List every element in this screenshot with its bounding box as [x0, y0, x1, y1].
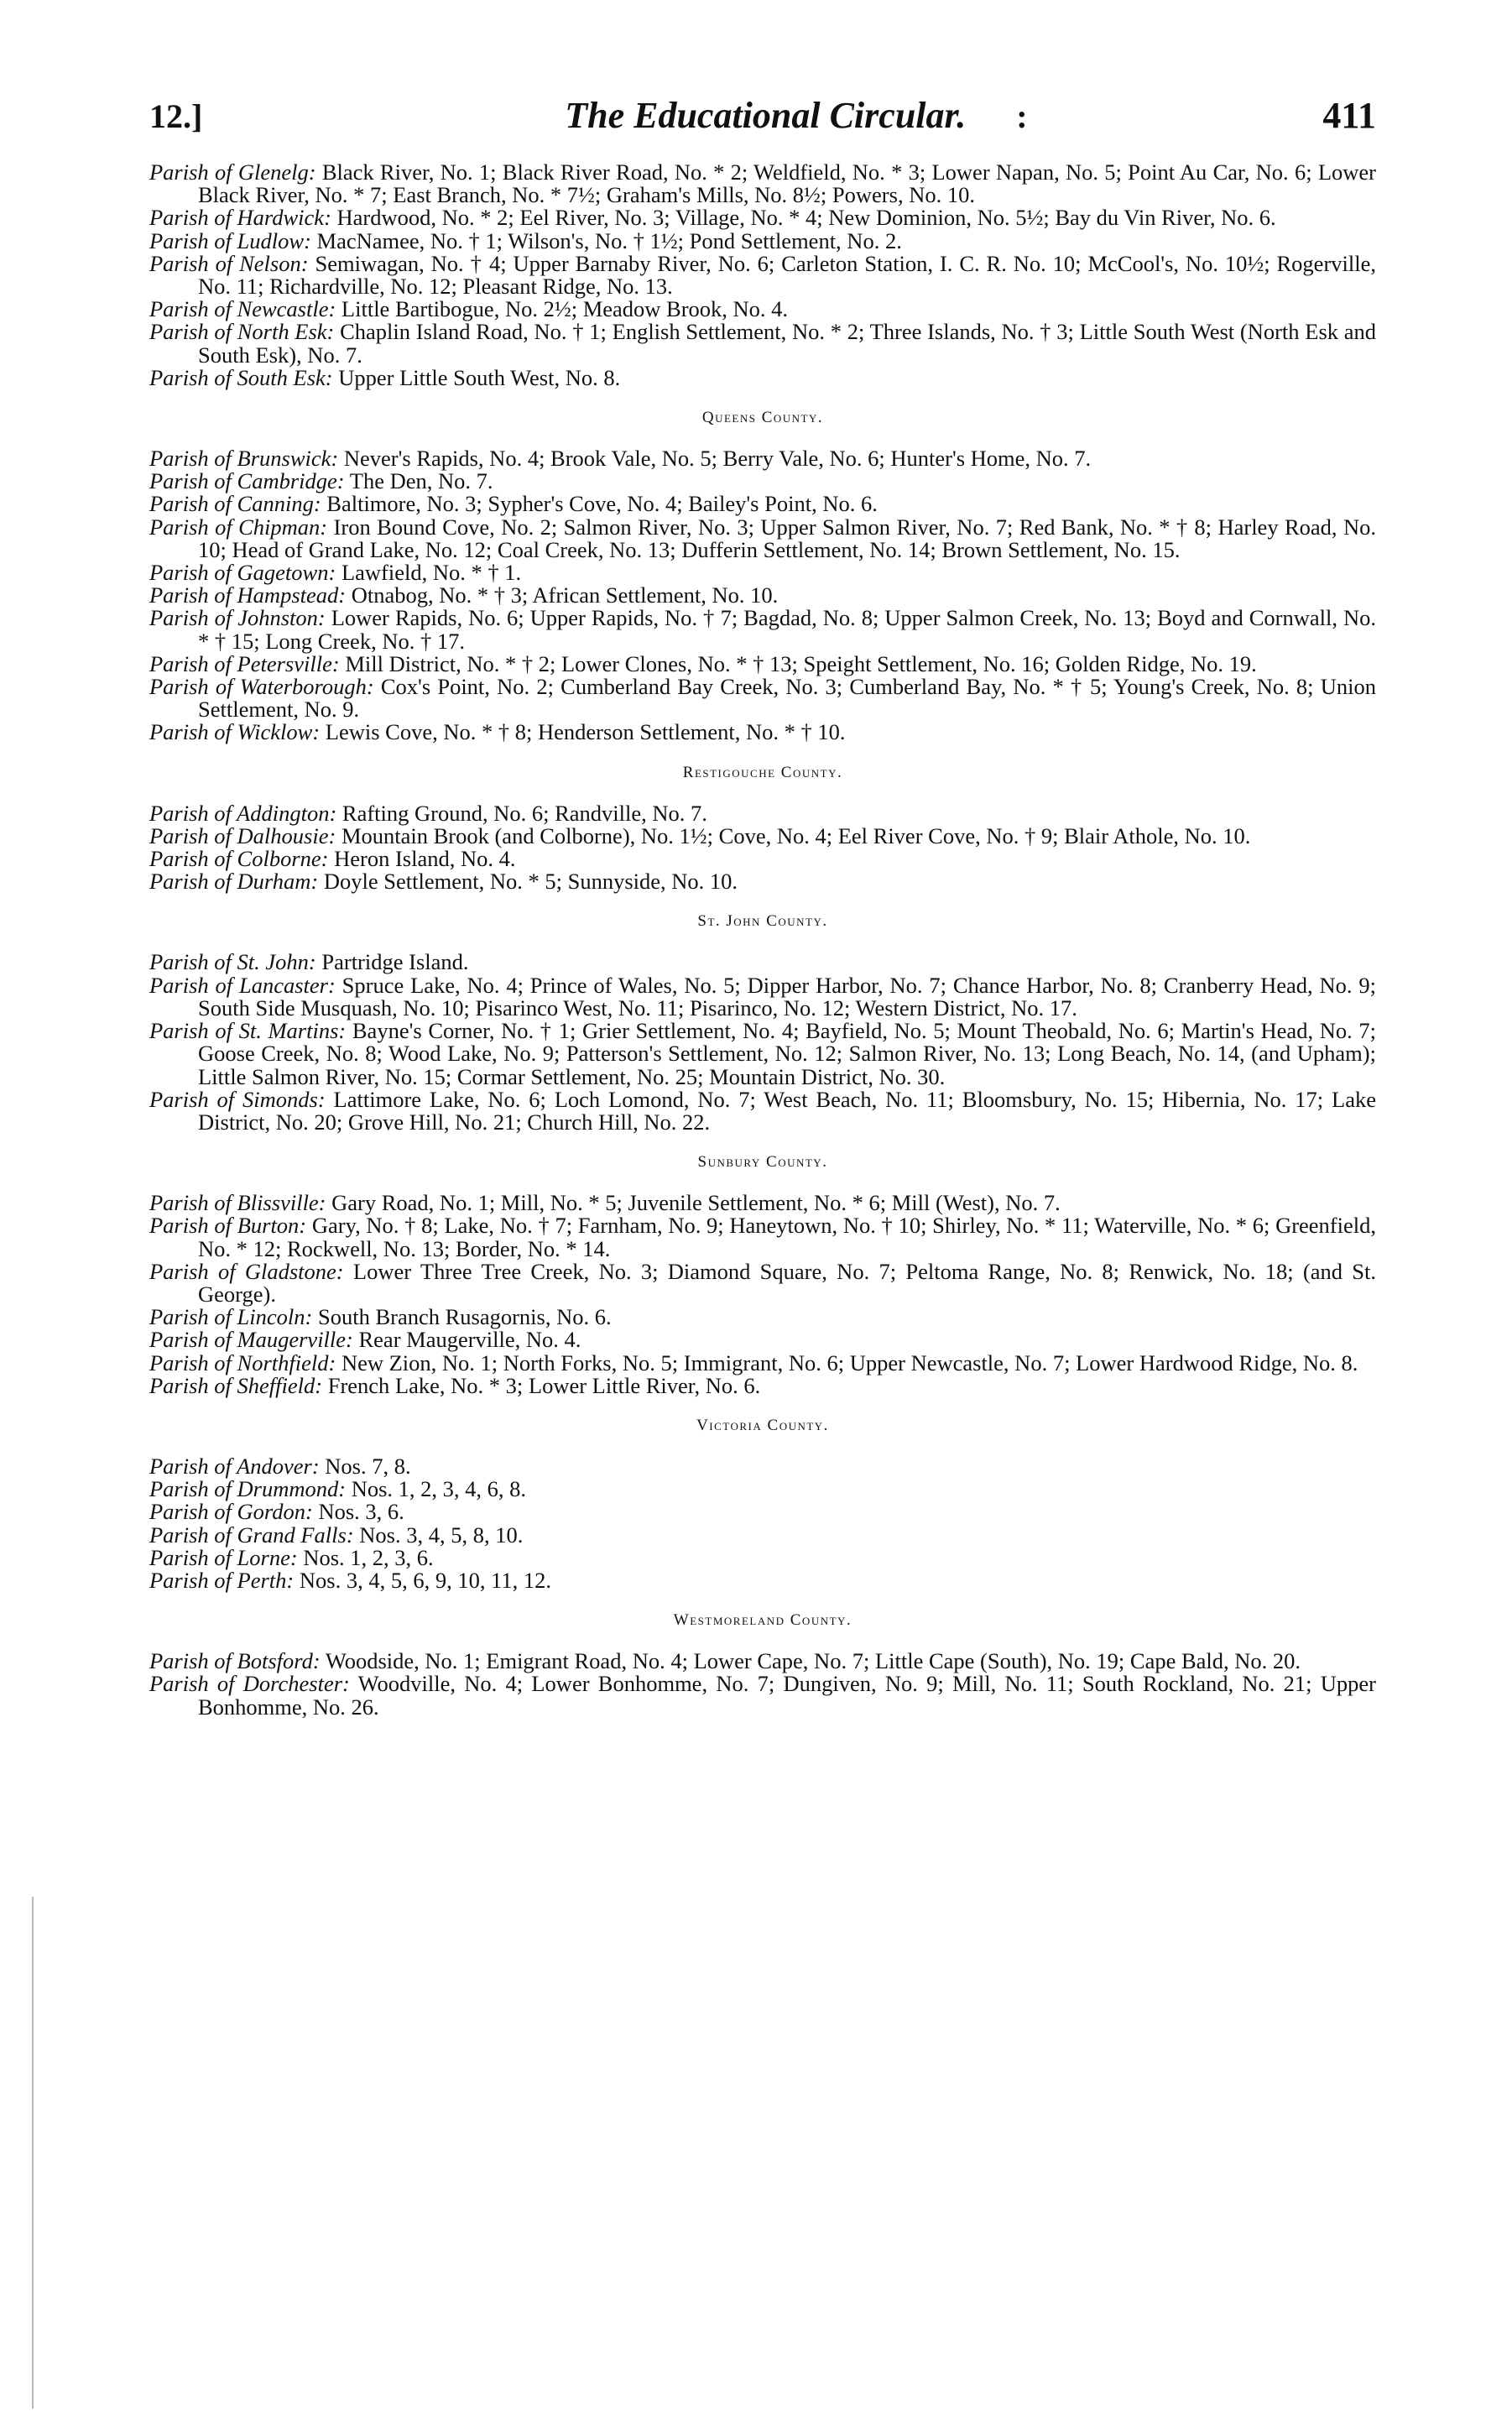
parish-name: Parish of Wicklow: [149, 719, 321, 745]
parish-entry [149, 1088, 1376, 1134]
parish-entry [149, 364, 1376, 390]
parish-name: Parish of Dorchester: [149, 1671, 350, 1697]
issue-number: 12.] [149, 97, 203, 135]
parish-entry [149, 822, 1376, 848]
school-districts: Partridge Island. [315, 949, 469, 975]
parish-entry [149, 676, 1376, 721]
school-districts: Woodside, No. 1; Emigrant Road, No. 4; Lower Cape, No. 7; Little Cape (South), No. 19; Cape Bald, No. 20. [320, 1648, 1301, 1674]
parish-entry [149, 1650, 1376, 1673]
parish-entry [149, 584, 1376, 607]
parish-entry [149, 1214, 1376, 1260]
school-districts: Nos. 7, 8. [319, 1453, 411, 1479]
parish-name: Parish of Simonds: [149, 1086, 326, 1112]
parish-entry [149, 1673, 1376, 1718]
parish-entry [149, 1328, 1376, 1351]
school-districts: New Zion, No. 1; North Forks, No. 5; Immigrant, No. 6; Upper Newcastle, No. 7; Lower Hardwood Ridge, No. 8. [336, 1349, 1358, 1375]
school-districts: Lower Three Tree Creek, No. 3; Diamond Square, No. 7; Peltoma Range, No. 8; Renwick, No. 18; (and St. George). [198, 1258, 1377, 1307]
parish-entry [149, 870, 1376, 893]
parish-name: Parish of Andover: [149, 1453, 320, 1479]
parish-entry [149, 1258, 1377, 1307]
parish-entry [149, 1349, 1376, 1375]
parish-name: Parish of Grand Falls: [149, 1522, 354, 1548]
school-districts: Doyle Settlement, No. * 5; Sunnyside, No. 10. [318, 869, 738, 895]
school-districts: Chaplin Island Road, No. † 1; English Settlement, No. * 2; Three Islands, No. † 3; Little South West (North Esk and South Esk), No. 7. [198, 319, 1376, 368]
school-districts: Mountain Brook (and Colborne), No. 1½; Cove, No. 4; Eel River Cove, No. † 9; Blair Athole, No. 10. [336, 822, 1251, 848]
school-districts: Little Bartibogue, No. 2½; Meadow Brook, No. 4. [336, 296, 789, 322]
school-districts: Semiwagan, No. † 4; Upper Barnaby River, No. 6; Carleton Station, I. C. R. No. 10; McCool's, No. 10½; Rogerville, No. 11; Richardville, No. 12; Pleasant Ridge, No. 13. [198, 250, 1376, 300]
parish-name: Parish of St. Martins: [149, 1018, 347, 1044]
school-districts: Nos. 3, 4, 5, 8, 10. [353, 1522, 524, 1548]
school-districts: Mill District, No. * † 2; Lower Clones, No. * † 13; Speight Settlement, No. 16; Golden Ridge, No. 19. [339, 650, 1257, 676]
parish-name: Parish of Petersville: [149, 650, 340, 676]
school-districts: Rear Maugerville, No. 4. [352, 1327, 581, 1353]
parish-name: Parish of Drummond: [149, 1476, 347, 1502]
school-districts: Gary Road, No. 1; Mill, No. * 5; Juvenile Settlement, No. * 6; Mill (West), No. 7. [326, 1190, 1061, 1216]
parish-name: Parish of Ludlow: [149, 227, 311, 253]
parish-entry [149, 250, 1376, 300]
parish-name: Parish of Lincoln: [149, 1304, 313, 1330]
page [149, 94, 1376, 1719]
parish-entry [149, 1455, 1376, 1478]
parish-name: Parish of Northfield: [149, 1349, 336, 1375]
parish-entry [149, 1544, 1376, 1570]
county-heading: Sunbury County. [697, 1153, 828, 1172]
school-districts: Rafting Ground, No. 6; Randville, No. 7. [336, 800, 707, 826]
county-heading: Restigouche County. [682, 763, 843, 781]
parish-entry [149, 206, 1376, 229]
county-heading: Queens County. [701, 409, 824, 427]
parish-entry [149, 298, 1376, 321]
school-districts: Baltimore, No. 3; Sypher's Cove, No. 4; Bailey's Point, No. 6. [321, 491, 878, 517]
parish-name: Parish of Hampstead: [149, 582, 347, 608]
parish-entry [149, 607, 1376, 652]
parish-name: Parish of Cambridge: [149, 468, 345, 494]
parish-entry [149, 1501, 1376, 1523]
parish-entry [149, 447, 1376, 470]
parish-name: Parish of St. John: [149, 949, 316, 975]
parish-name: Parish of Glenelg: [149, 159, 316, 185]
parish-name: Parish of Botsford: [149, 1648, 321, 1674]
parish-entry [149, 493, 1376, 515]
parish-entry [149, 974, 1376, 1020]
parish-name: Parish of Lorne: [149, 1544, 298, 1570]
school-districts: MacNamee, No. † 1; Wilson's, No. † 1½; Pond Settlement, No. 2. [310, 227, 902, 253]
parish-name: Parish of Newcastle: [149, 296, 336, 322]
school-districts: Lattimore Lake, No. 6; Loch Lomond, No. 7; West Beach, No. 11; Bloomsbury, No. 15; Hibernia, No. 17; Lake District, No. 20; Grove Hill, No. 21; Church Hill, No. 22. [198, 1086, 1376, 1135]
journal-title: The Educational Circular. [565, 95, 967, 136]
parish-name: Parish of Maugerville: [149, 1327, 353, 1353]
parish-entry [149, 516, 1376, 561]
parish-name: Parish of Canning: [149, 491, 321, 517]
parish-name: Parish of Sheffield: [149, 1372, 323, 1398]
parish-name: Parish of North Esk: [149, 319, 335, 345]
parish-entry [149, 1192, 1376, 1214]
parish-name: Parish of Waterborough: [149, 674, 374, 700]
parish-name: Parish of Nelson: [149, 250, 309, 276]
school-districts: Lower Rapids, No. 6; Upper Rapids, No. † 7; Bagdad, No. 8; Upper Salmon Creek, No. 13; Boyd and Cornwall, No. * † 15; Long Creek, No. † 17. [198, 605, 1376, 654]
county-heading: St. John County. [697, 912, 828, 931]
county-heading: Westmoreland County. [673, 1611, 852, 1630]
school-districts: Nos. 1, 2, 3, 4, 6, 8. [346, 1476, 527, 1502]
parish-name: Parish of South Esk: [149, 364, 333, 390]
school-districts: Gary, No. † 8; Lake, No. † 7; Farnham, No. 9; Haneytown, No. † 10; Shirley, No. * 11; Waterville, No. * 6; Greenfield, No. * 12; Rockwell, No. 13; Border, No. * 14. [198, 1213, 1376, 1261]
school-districts: Nos. 1, 2, 3, 6. [297, 1544, 434, 1570]
page-number: 411 [1322, 95, 1376, 136]
margin-rule [32, 1897, 34, 2409]
school-districts: Lawfield, No. * † 1. [336, 560, 522, 586]
parish-entry [149, 470, 1376, 493]
parish-name: Parish of Durham: [149, 869, 319, 895]
parish-name: Parish of Hardwick: [149, 205, 331, 231]
parish-name: Parish of Dalhousie: [149, 822, 336, 848]
parish-name: Parish of Lancaster: [149, 972, 336, 998]
parish-entry [149, 1372, 1376, 1398]
school-districts: Spruce Lake, No. 4; Prince of Wales, No. 5; Dipper Harbor, No. 7; Chance Harbor, No. 8; Cranberry Head, No. 9; South Side Musquash, No. 10; Pisarinco West, No. 11; Pisarinco, No. 12; Western District, No. 17. [198, 972, 1376, 1020]
parish-entry [149, 650, 1376, 676]
parish-entry [149, 951, 1376, 973]
parish-name: Parish of Blissville: [149, 1190, 326, 1216]
parish-name: Parish of Addington: [149, 800, 337, 826]
school-districts: Nos. 3, 4, 5, 6, 9, 10, 11, 12. [294, 1567, 551, 1593]
parish-name: Parish of Perth: [149, 1567, 295, 1593]
parish-entry [149, 802, 1376, 825]
header-center [498, 94, 1027, 137]
parish-entry [149, 1524, 1376, 1547]
school-districts: Bayne's Corner, No. † 1; Grier Settlement, No. 4; Bayfield, No. 5; Mount Theobald, No. 6; Martin's Head, No. 7; Goose Creek, No. 8; Wood Lake, No. 9; Patterson's Settlement, No. 12; Salmon River, No. 13; Long Beach, No. 14, (and Upham); Little Salmon River, No. 15; Cormar Settlement, No. 25; Mountain District, No. 30. [198, 1018, 1376, 1089]
parish-name: Parish of Chipman: [149, 514, 328, 540]
parish-name: Parish of Brunswick: [149, 446, 339, 472]
parish-entry [149, 1306, 1376, 1328]
school-districts: Iron Bound Cove, No. 2; Salmon River, No. 3; Upper Salmon River, No. 7; Red Bank, No. * † 8; Harley Road, No. 10; Head of Grand Lake, No. 12; Coal Creek, No. 13; Dufferin Settlement, No. 14; Brown Settlement, No. 15. [198, 514, 1376, 562]
school-districts: French Lake, No. * 3; Lower Little River, No. 6. [322, 1372, 761, 1398]
school-districts: Nos. 3, 6. [312, 1499, 404, 1525]
parish-entry [149, 227, 1376, 253]
school-districts: Black River, No. 1; Black River Road, No. * 2; Weldfield, No. * 3; Lower Napan, No. 5; Point Au Car, No. 6; Lower Black River, No. * 7; East Branch, No. * 7½; Graham's Mills, No. 8½; Powers, No. 10. [198, 159, 1377, 208]
parish-entry [149, 561, 1376, 584]
parish-name: Parish of Gordon: [149, 1499, 313, 1525]
running-header [149, 94, 1376, 153]
parish-entry [149, 321, 1376, 366]
parish-name: Parish of Johnston: [149, 605, 326, 631]
school-districts: Hardwood, No. * 2; Eel River, No. 3; Village, No. * 4; New Dominion, No. 5½; Bay du Vin River, No. 6. [331, 205, 1276, 231]
school-districts: Otnabog, No. * † 3; African Settlement, No. 10. [346, 582, 779, 608]
parish-name: Parish of Gagetown: [149, 560, 336, 586]
header-mark: : [1016, 97, 1028, 135]
parish-entry [149, 1569, 1376, 1592]
school-districts: The Den, No. 7. [344, 468, 493, 494]
school-districts: South Branch Rusagornis, No. 6. [312, 1304, 612, 1330]
parish-entry [149, 848, 1376, 870]
school-districts: Cox's Point, No. 2; Cumberland Bay Creek, No. 3; Cumberland Bay, No. * † 5; Young's Creek, No. 8; Union Settlement, No. 9. [198, 674, 1376, 723]
parish-name: Parish of Gladstone: [149, 1258, 344, 1284]
parish-entry [149, 1478, 1376, 1501]
school-districts: Heron Island, No. 4. [328, 846, 516, 872]
county-heading: Victoria County. [696, 1416, 829, 1434]
school-districts: Woodville, No. 4; Lower Bonhomme, No. 7; Dungiven, No. 9; Mill, No. 11; South Rockland, No. 21; Upper Bonhomme, No. 26. [198, 1671, 1376, 1720]
parish-entry [149, 721, 1376, 744]
parish-entry [149, 161, 1376, 206]
school-districts: Upper Little South West, No. 8. [332, 364, 621, 390]
parish-name: Parish of Burton: [149, 1213, 307, 1239]
parish-listing [149, 161, 1376, 1719]
school-districts: Lewis Cove, No. * † 8; Henderson Settlement, No. * † 10. [320, 719, 846, 745]
parish-name: Parish of Colborne: [149, 846, 329, 872]
parish-entry [149, 1020, 1376, 1088]
school-districts: Never's Rapids, No. 4; Brook Vale, No. 5; Berry Vale, No. 6; Hunter's Home, No. 7. [338, 446, 1092, 472]
